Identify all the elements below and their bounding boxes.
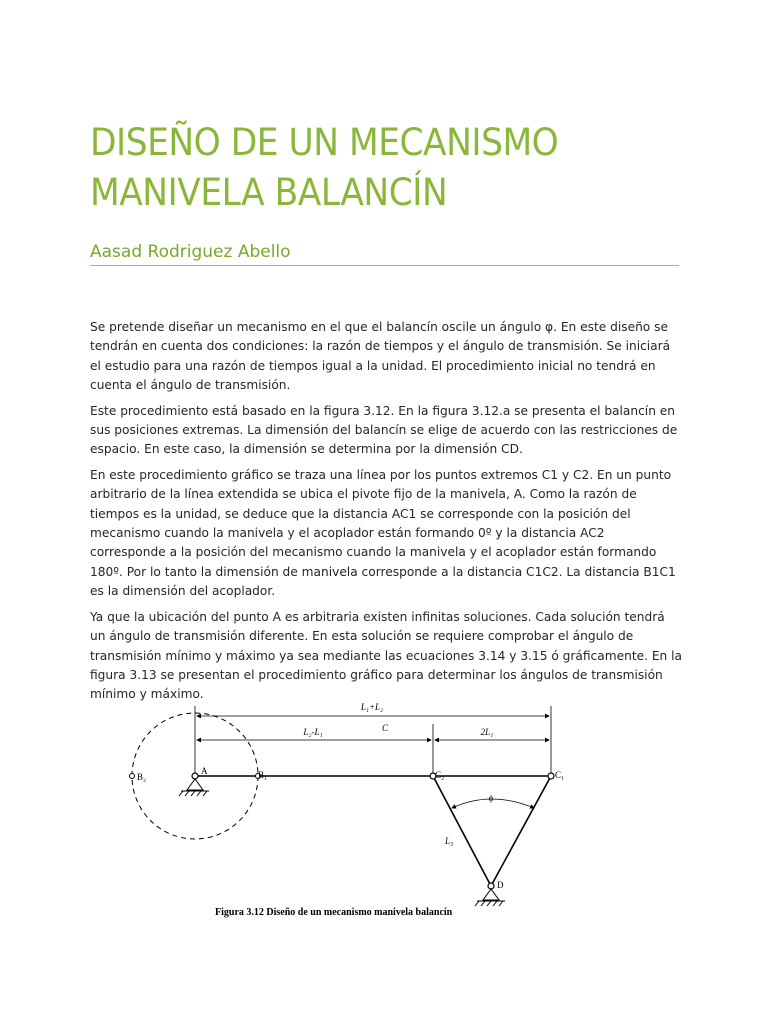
title-line-1: DISEÑO DE UN MECANISMO [90,121,559,164]
mechanism-diagram [125,698,565,928]
rocker-c2-d [433,776,491,886]
body-text [90,318,684,711]
label-2l1: 2L₁ [480,727,494,737]
label-b1: B₁ [258,770,268,780]
label-c1: C₁ [555,770,565,780]
label-l2-minus-l1: L₂-L₁ [303,727,323,737]
label-phi: ϕ [488,793,494,803]
paragraph-2: Este procedimiento está basado en la figura 3.12. En la figura 3.12.a se presenta el balancín en sus posiciones extremas. La dimensión del balancín se elige de acuerdo con las restricciones de espacio. En este caso, la dimensión se determina por la dimensión CD. [90,403,678,457]
label-d: D [497,880,504,890]
title-divider [90,265,679,266]
label-c-dimension: C [381,723,389,733]
label-a: A [201,766,208,776]
label-l3: L₃ [445,836,454,846]
figure-3-12 [125,698,565,928]
figure-caption: Figura 3.12 Diseño de un mecanismo manivela balancín [215,907,453,918]
document-title [90,118,667,218]
ground-support-a [179,779,209,796]
joint-c1 [548,773,554,779]
author-name: Aasad Rodriguez Abello [90,242,291,262]
extension-lines [195,706,551,776]
paragraph-1: Se pretende diseñar un mecanismo en el que el balancín oscile un ángulo φ. En este diseño se tendrán en cuenta dos condiciones: la razón de tiempos y el ángulo de transmisión. Se iniciará el estudio para una razón de tiempos igual a la unidad. El procedimiento inicial no tendrá en cuenta el ángulo de transmisión. [90,320,671,393]
rocker-c1-d [488,776,551,886]
paragraph-3: En este procedimiento gráfico se traza una línea por los puntos extremos C1 y C2. En un punto arbitrario de la línea extendida se ubica el pivote fijo de la manivela, A. Como la razón de tiempos es la unidad, se deduce que la distancia AC1 se corresponde con la posición del mecanismo cuando la manivela y el acoplador están formando 0º y la distancia AC2 corresponde a la posición del mecanismo cuando la manivela y el acoplador están formando 180º. Por lo tanto la dimensión de manivela corresponde a la distancia C1C2. La distancia B1C1 es la dimensión del acoplador. [90,467,676,599]
ground-support-d [475,889,505,906]
label-b2: B₂ [137,772,147,782]
label-c2: C₂ [435,770,445,780]
joint-b2 [130,774,135,779]
paragraph-4: Ya que la ubicación del punto A es arbitraria existen infinitas soluciones. Cada solución tendrá un ángulo de transmisión diferente. En esta solución se requiere comprobar el ángulo de transmisión mínimo y máximo ya sea mediante las ecuaciones 3.14 y 3.15 ó gráficamente. En la figura 3.13 se presentan el procedimiento gráfico para determinar los ángulos de transmisión mínimo y máximo. [90,609,682,702]
joint-d [488,883,494,889]
label-l1-plus-l2: L₁+L₂ [360,702,384,712]
joint-a [192,773,198,779]
title-line-2: MANIVELA BALANCÍN [90,171,448,214]
